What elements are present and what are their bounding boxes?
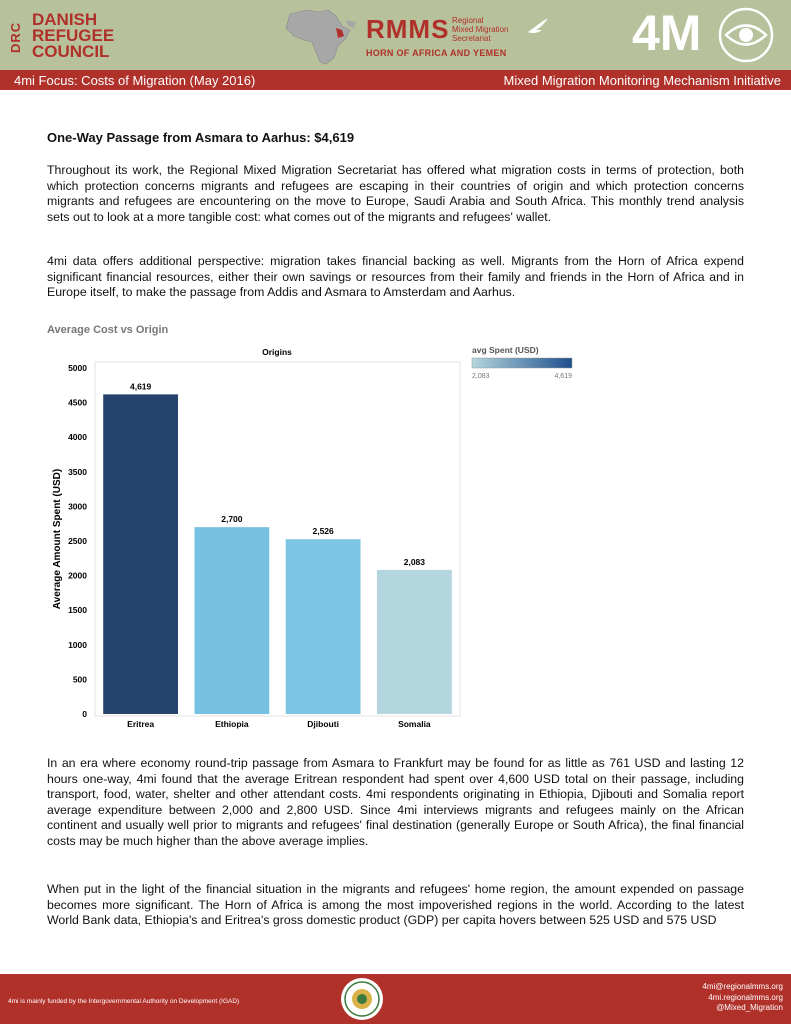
document-title: 4mi Focus: Costs of Migration (May 2016) bbox=[14, 73, 256, 88]
x-category-label: Somalia bbox=[398, 719, 431, 729]
drc-vertical-text: DRC bbox=[8, 21, 23, 53]
bar-chart bbox=[30, 338, 750, 738]
drc-logo bbox=[8, 12, 128, 62]
chart-title: Average Cost vs Origin bbox=[47, 324, 169, 336]
bar-value-label: 2,526 bbox=[312, 526, 334, 537]
bars bbox=[103, 381, 452, 729]
legend-gradient bbox=[472, 358, 572, 368]
page-header bbox=[0, 0, 791, 70]
paragraph-4: When put in the light of the financial situation in the migrants and refugees' home region, the amount expended on passage becomes more significant. The Horn of Africa is among the most impoverished regions in the world. According to the latest World Bank data, Ethiopia's and Eritrea's gross domestic product (GDP) per capita hovers between 525 USD and 575 USD bbox=[47, 882, 744, 927]
y-tick-label: 500 bbox=[72, 674, 87, 685]
drc-line-1: DANISH bbox=[32, 10, 98, 29]
bar-djibouti bbox=[286, 539, 361, 714]
sub-header-bar bbox=[0, 70, 791, 90]
y-axis-ticks bbox=[68, 363, 87, 719]
y-tick-label: 3500 bbox=[68, 466, 87, 477]
rmms-logo bbox=[366, 14, 556, 62]
color-legend bbox=[472, 345, 572, 380]
drc-wordmark bbox=[32, 12, 114, 60]
bar-eritrea bbox=[103, 394, 178, 714]
bird-icon bbox=[526, 16, 550, 36]
contact-twitter[interactable]: @Mixed_Migration bbox=[716, 1003, 783, 1012]
bar-somalia bbox=[377, 570, 452, 714]
y-axis-label: Average Amount Spent (USD) bbox=[52, 468, 63, 610]
paragraph-2: 4mi data offers additional perspective: migration takes financial backing as well. Migrants from the Horn of Africa expend significant financial resources, either their own savings or resources from their family and friends in the Horn of Africa and in Europe itself, to make the passage from Addis and Asmara to Amsterdam and Aarhus. bbox=[47, 254, 744, 299]
paragraph-3: In an era where economy round-trip passage from Asmara to Frankfurt may be found for as little as 761 USD and lasting 12 hours one-way, 4mi found that the average Eritrean respondent had spent over 4,600 USD total on their passage, including transport, food, water, shelter and other attendant costs. 4mi respondents originating in Ethiopia, Djibouti and Somalia report average expenditure between 2,000 and 2,800 USD. Since 4mi interviews migrants and refugees mainly on the African continent and usually well prior to migrants and refugees' final destination (generally Europe or South Africa), the final financial costs may be much higher than the above average implies. bbox=[47, 756, 744, 848]
eye-icon bbox=[716, 6, 776, 64]
y-tick-label: 2500 bbox=[68, 536, 87, 546]
contact-website[interactable]: 4mi.regionalmms.org bbox=[708, 992, 783, 1002]
igad-seal-icon bbox=[340, 977, 384, 1021]
y-tick-label: 1000 bbox=[68, 639, 87, 650]
rmms-sub-1: Regional bbox=[452, 16, 484, 25]
legend-min-label: 2,083 bbox=[472, 373, 490, 380]
x-category-label: Ethiopia bbox=[215, 719, 249, 729]
bar-value-label: 4,619 bbox=[129, 381, 152, 392]
y-tick-label: 4500 bbox=[68, 397, 87, 408]
rmms-sub-2: Mixed Migration bbox=[452, 25, 509, 34]
paragraph-1: Throughout its work, the Regional Mixed Migration Secretariat has offered what migration costs in terms of protection, both which protection concerns migrants and refugees are escaping in their countries of origin and which protection concerns migrants and refugees are encountering on the move to Europe, Saudi Arabia and South Africa. This monthly trend analysis sets out to look at a more tangible cost: what comes out of the migrants and refugees' wallet. bbox=[47, 163, 744, 224]
initiative-name: Mixed Migration Monitoring Mechanism Initiative bbox=[503, 73, 781, 88]
x-category-label: Eritrea bbox=[127, 719, 155, 729]
contact-info bbox=[702, 982, 783, 1014]
chart-subtitle: Origins bbox=[262, 347, 292, 357]
rmms-title: RMMS bbox=[366, 14, 450, 44]
rmms-subtitle bbox=[452, 16, 522, 43]
rmms-sub-3: Secretariat bbox=[452, 34, 491, 43]
article-heading: One-Way Passage from Asmara to Aarhus: $4,619 bbox=[47, 130, 355, 145]
rmms-region: HORN OF AFRICA AND YEMEN bbox=[366, 48, 507, 58]
y-tick-label: 3000 bbox=[68, 501, 87, 512]
y-tick-label: 4000 bbox=[68, 432, 87, 443]
page-footer bbox=[0, 974, 791, 1024]
y-tick-label: 5000 bbox=[68, 363, 87, 373]
drc-line-3: COUNCIL bbox=[32, 42, 110, 61]
bar-value-label: 2,083 bbox=[403, 556, 426, 567]
bar-ethiopia bbox=[194, 527, 269, 714]
africa-map-icon bbox=[276, 6, 360, 68]
legend-title: avg Spent (USD) bbox=[472, 345, 539, 355]
contact-email[interactable]: 4mi@regionalmms.org bbox=[702, 982, 783, 991]
y-tick-label: 1500 bbox=[68, 605, 87, 616]
y-tick-label: 2000 bbox=[68, 570, 87, 581]
logo-4m: 4M bbox=[632, 5, 702, 61]
y-tick-label: 0 bbox=[82, 709, 87, 719]
funding-note: 4mi is mainly funded by the Intergovernmental Authority on Development (IGAD) bbox=[8, 998, 240, 1005]
bar-value-label: 2,700 bbox=[221, 514, 243, 525]
x-category-label: Djibouti bbox=[307, 719, 339, 729]
legend-max-label: 4,619 bbox=[554, 373, 572, 380]
drc-line-2: REFUGEE bbox=[32, 26, 115, 45]
